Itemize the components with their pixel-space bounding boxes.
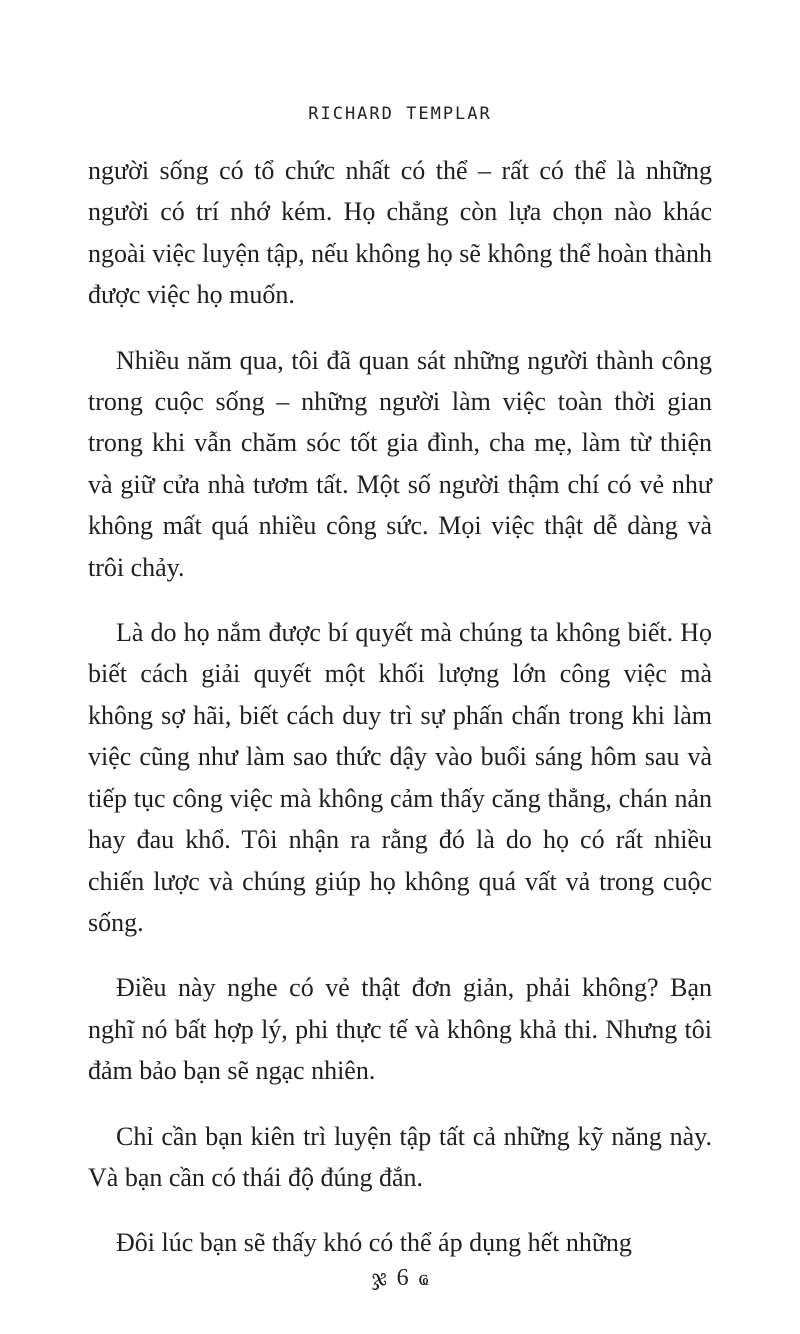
paragraph: Đôi lúc bạn sẽ thấy khó có thể áp dụng hết những: [116, 1228, 632, 1258]
running-head: RICHARD TEMPLAR: [308, 104, 492, 124]
paragraph: Chỉ cần bạn kiên trì luyện tập tất cả những kỹ năng này. Và bạn cần có thái độ đúng đắn.: [88, 1121, 712, 1192]
ornament-left-icon: ჯ: [371, 1265, 387, 1291]
paragraph: Nhiều năm qua, tôi đã quan sát những người thành công trong cuộc sống – những người làm việc toàn thời gian trong khi vẫn chăm sóc tốt gia đình, cha mẹ, làm từ thiện và giữ cửa nhà tươm tất. Một số người thậm chí có vẻ như không mất quá nhiều công sức. Mọi việc thật dễ dàng và trôi chảy.: [88, 345, 712, 582]
body-text: [88, 150, 712, 1288]
paragraph: Điều này nghe có vẻ thật đơn giản, phải không? Bạn nghĩ nó bất hợp lý, phi thực tế và không khả thi. Nhưng tôi đảm bảo bạn sẽ ngạc nhiên.: [88, 973, 712, 1086]
paragraph: Là do họ nắm được bí quyết mà chúng ta không biết. Họ biết cách giải quyết một khối lượng lớn công việc mà không sợ hãi, biết cách duy trì sự phấn chấn trong khi làm việc cũng như làm sao thức dậy vào buổi sáng hôm sau và tiếp tục công việc mà không cảm thấy căng thẳng, chán nản hay đau khổ. Tôi nhận ra rằng đó là do họ có rất nhiều chiến lược và chúng giúp họ không quá vất vả trong cuộc sống.: [88, 618, 712, 937]
page-number: 6: [396, 1264, 409, 1291]
ornament-right-icon: ҩ: [418, 1265, 429, 1291]
page-folio: [0, 1264, 800, 1292]
paragraph: người sống có tổ chức nhất có thể – rất có thể là những người có trí nhớ kém. Họ chẳng còn lựa chọn nào khác ngoài việc luyện tập, nếu không họ sẽ không thể hoàn thành được việc họ muốn.: [88, 156, 712, 310]
